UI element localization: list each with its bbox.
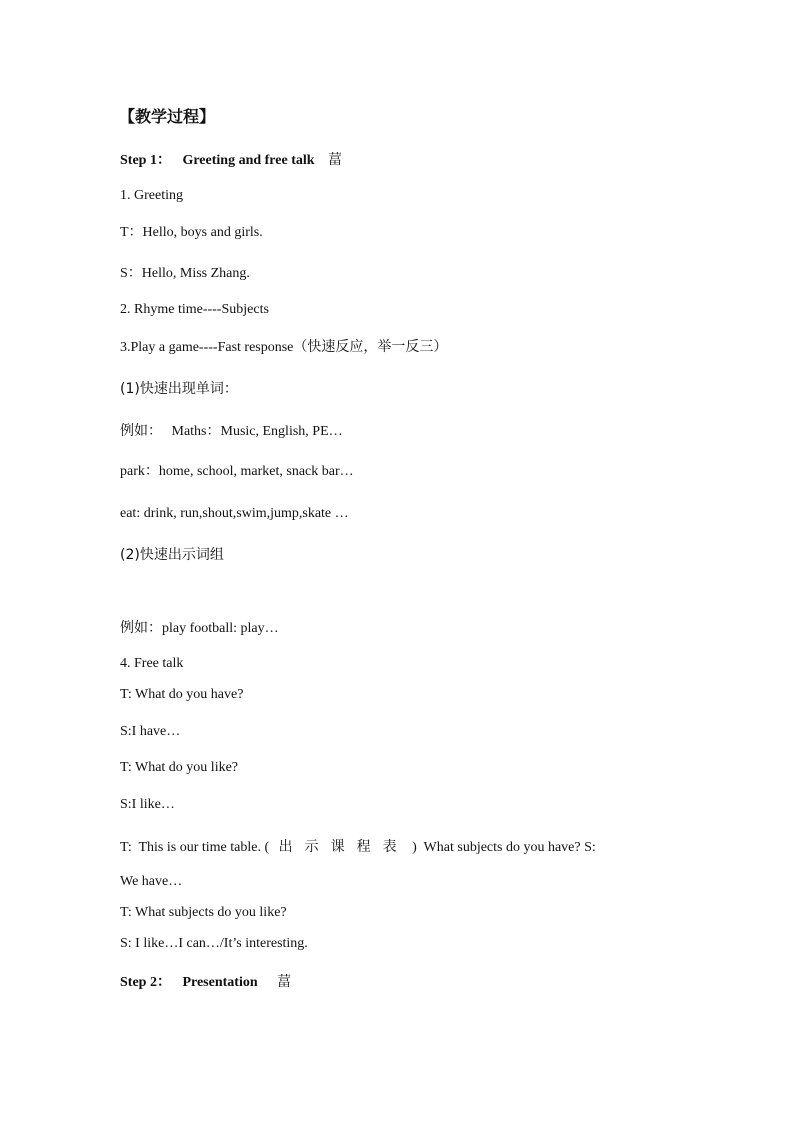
- park-line: park：home, school, market, snack bar…: [120, 464, 354, 479]
- example1-prefix: 例如：: [120, 423, 162, 439]
- student-hello-line: S：Hello, Miss Zhang.: [120, 266, 250, 281]
- timetable-text-a: T: This is our time table. (: [120, 840, 270, 855]
- step2-title: Presentation: [182, 975, 258, 990]
- timetable-text-b: ) What subjects do you have? S:: [412, 840, 596, 855]
- example2-line: [120, 619, 279, 638]
- eat-line: eat: drink, run,shout,swim,jump,skate …: [120, 506, 349, 521]
- student-ilike-line: S: I like…I can…/It’s interesting.: [120, 936, 308, 951]
- we-have-line: We have…: [120, 874, 183, 889]
- free-talk-line: 4. Free talk: [120, 656, 184, 671]
- student-like-line: S:I like…: [120, 797, 175, 812]
- step1-title: Greeting and free talk: [182, 153, 315, 168]
- step2-mark: 葍: [277, 974, 292, 990]
- rhyme-line: 2. Rhyme time----Subjects: [120, 302, 269, 317]
- step2-heading: [120, 973, 291, 992]
- play-game-cn: （快速反应，举一反三）: [293, 339, 448, 355]
- play-game-line: [120, 338, 447, 357]
- example2-prefix: 例如：: [120, 620, 162, 636]
- example1-line: [120, 422, 343, 441]
- example2-text: play football: play…: [162, 621, 279, 636]
- step1-heading: [120, 151, 342, 170]
- play-game-en: 3.Play a game----Fast response: [120, 340, 294, 355]
- example1-text: Maths：Music, English, PE…: [171, 424, 343, 439]
- step1-mark: 葍: [328, 152, 343, 168]
- timetable-line: [120, 838, 596, 857]
- teacher-have-line: T: What do you have?: [120, 687, 244, 702]
- teacher-like-line: T: What do you like?: [120, 760, 239, 775]
- step1-label: Step 1：: [120, 153, 171, 168]
- step2-label: Step 2：: [120, 975, 171, 990]
- word-heading: (1)快速出现单词：: [120, 381, 238, 397]
- teacher-hello-line: T：Hello, boys and girls.: [120, 225, 263, 240]
- student-have-line: S:I have…: [120, 724, 181, 739]
- teacher-subjects-line: T: What subjects do you like?: [120, 905, 287, 920]
- timetable-text-cn: 出示课程表: [278, 839, 409, 855]
- section-title: 【教学过程】: [119, 107, 216, 126]
- phrase-heading: (2)快速出示词组: [120, 547, 224, 563]
- greeting-line: 1. Greeting: [120, 188, 183, 203]
